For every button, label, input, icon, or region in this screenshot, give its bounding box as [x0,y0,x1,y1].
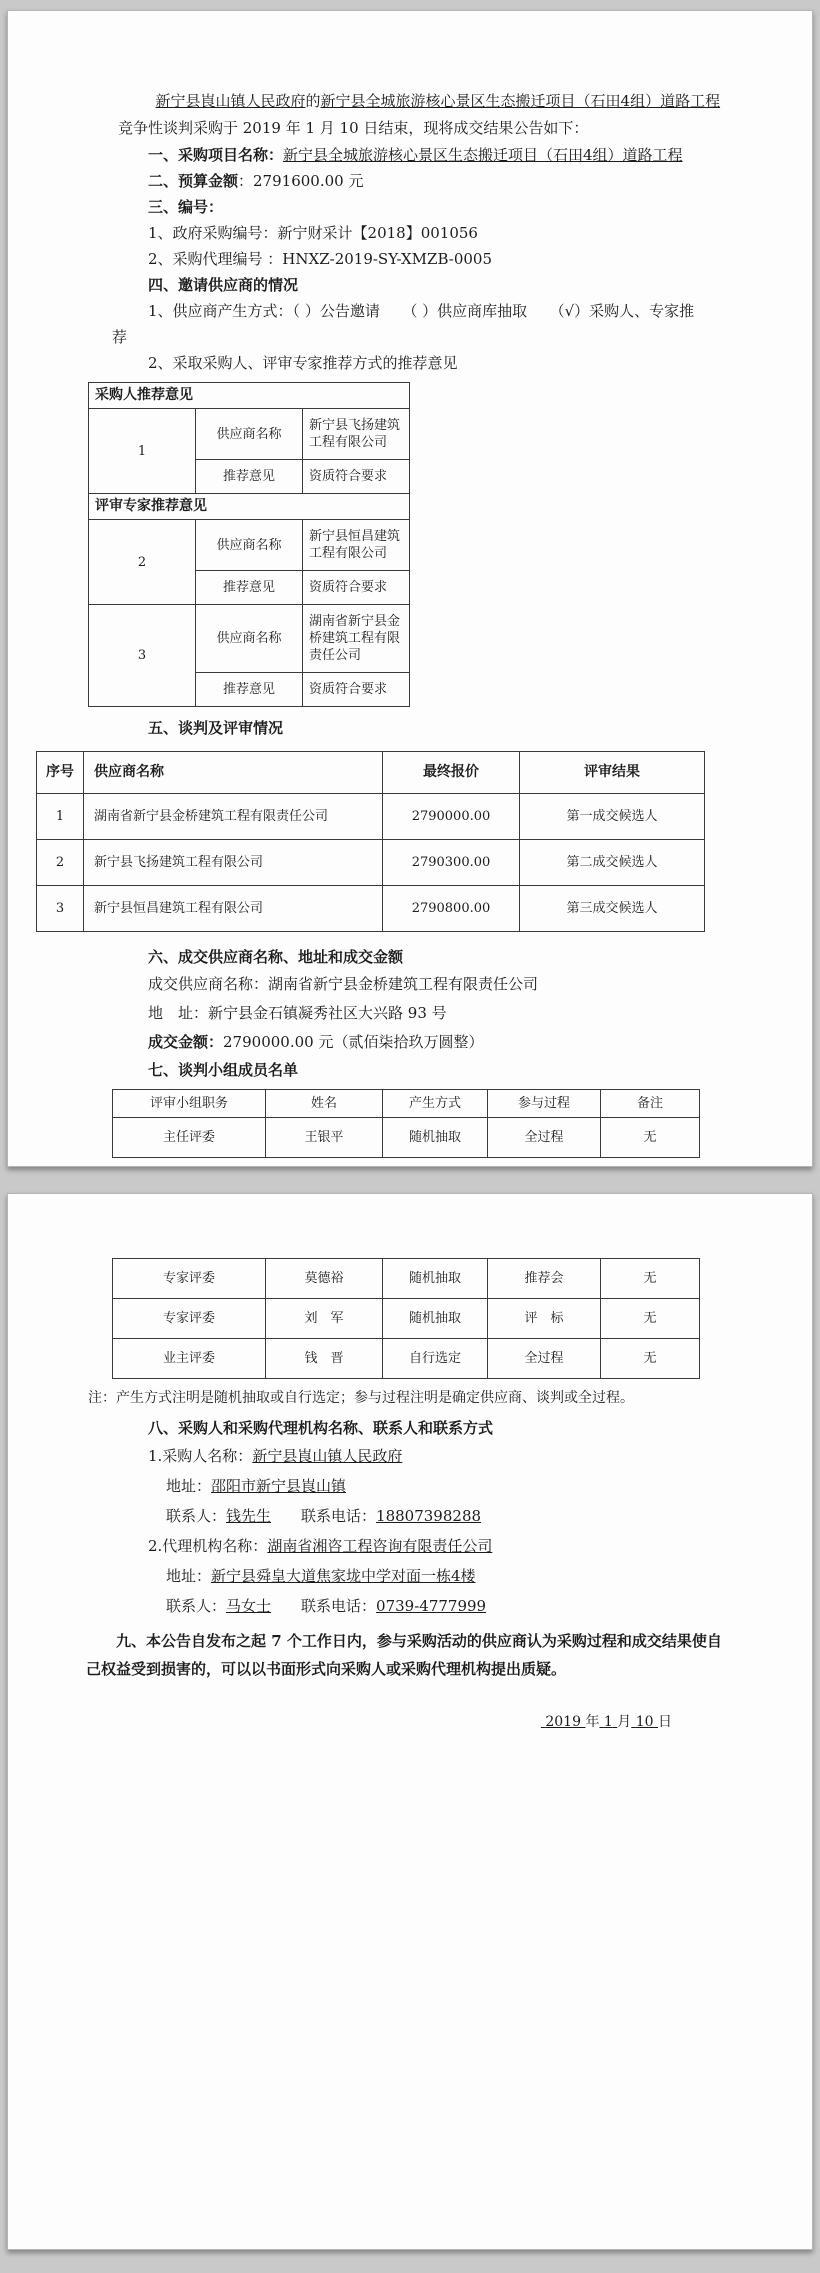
table-row [37,794,705,840]
table-row [89,409,410,460]
table-row [113,1299,700,1339]
item7-heading: 七、谈判小组成员名单 [148,1061,299,1079]
item9-paragraph: 九、本公告自发布之起 7 个工作日内，参与采购活动的供应商认为采购过程和成交结果使自己权益受到损害的，可以以书面形式向采购人或采购代理机构提出质疑。 [86,1632,722,1678]
note-paragraph: 注：产生方式注明是随机抽取或自行选定；参与过程注明是确定供应商、谈判或全过程。 [88,1390,634,1406]
col-header-result: 评审结果 [520,752,705,794]
col-header-role: 评审小组职务 [113,1090,266,1118]
agent-addr-label: 地址： [166,1567,212,1585]
table-header-row [113,1090,700,1118]
agent-value: 湖南省湘咨工程咨询有限责任公司 [267,1537,493,1555]
buyer-address-line [118,1471,732,1501]
role-cell: 业主评委 [113,1339,266,1379]
deal-amount-label: 成交金额： [148,1033,224,1051]
remark-cell: 无 [601,1259,700,1299]
role-cell: 主任评委 [113,1118,266,1158]
table-header-row [37,752,705,794]
item2-value: ：2791600.00 元 [238,172,364,190]
buyer-recommend-band: 采购人推荐意见 [89,383,410,409]
buyer-contact-label: 联系人： [166,1507,227,1525]
item3-gov-number: 1、政府采购编号：新宁财采计【2018】001056 [148,224,478,242]
project-name-underlined: 新宁县全城旅游核心景区生态搬迁项目（石田4组）道路工程 [320,92,721,110]
date-month: 1 [603,1714,613,1730]
recommendation-table [88,382,410,707]
method-cell: 随机抽取 [383,1259,488,1299]
buyer-addr-label: 地址： [166,1477,212,1495]
date-month-suffix: 月 [617,1714,632,1730]
supplier-name-value: 湖南省新宁县金桥建筑工程有限责任公司 [303,605,410,673]
role-cell: 专家评委 [113,1299,266,1339]
remark-cell: 无 [601,1299,700,1339]
item1-label: 一、采购项目名称： [148,146,284,164]
seq-cell: 1 [37,794,84,840]
item4-supplier-method: 1、供应商产生方式：（ ）公告邀请 （ ）供应商库抽取 （√）采购人、专家推 [148,302,695,320]
table-row [37,886,705,932]
col-header-method: 产生方式 [383,1090,488,1118]
item4-recommend-opinion: 2、采取采购人、评审专家推荐方式的推荐意见 [148,354,458,372]
name-cell: 钱 晋 [266,1339,383,1379]
winner-name-line: 成交供应商名称：湖南省新宁县金桥建筑工程有限责任公司 [148,975,539,993]
table-row [113,1118,700,1158]
item3-heading: 三、编号： [148,198,224,216]
supplier-name-label: 供应商名称 [196,605,303,673]
remark-cell: 无 [601,1339,700,1379]
supplier-name-label: 供应商名称 [196,409,303,460]
col-header-price: 最终报价 [383,752,520,794]
item1-value: 新宁县全城旅游核心景区生态搬迁项目（石田4组）道路工程 [283,146,683,164]
agent-phone-label: 联系电话： [301,1597,377,1615]
supplier-name-label: 供应商名称 [196,520,303,571]
agent-name-line [118,1531,732,1561]
table-row [89,383,410,409]
item1-project-name [118,142,732,168]
buyer-addr-value: 邵阳市新宁县崀山镇 [211,1477,347,1495]
date-day: 10 [635,1714,654,1730]
date-year: 2019 [545,1714,581,1730]
item8-heading: 八、采购人和采购代理机构名称、联系人和联系方式 [148,1419,494,1437]
table-row [113,1259,700,1299]
buyer-phone-label: 联系电话： [301,1507,377,1525]
price-cell: 2790800.00 [383,886,520,932]
remark-cell: 无 [601,1118,700,1158]
expert-recommend-band: 评审专家推荐意见 [89,494,410,520]
name-cell: 莫德裕 [266,1259,383,1299]
panel-table-page1 [112,1089,700,1158]
name-cell: 王银平 [266,1118,383,1158]
buyer-contact-value: 钱先生 [226,1507,272,1525]
rec-no-cell: 3 [89,605,196,707]
intro-connector: 的 [305,92,321,110]
agent-contact-value: 马女士 [226,1597,272,1615]
item4-wrap-char: 荐 [112,328,128,346]
buyer-contact-line [118,1501,732,1531]
result-cell: 第二成交候选人 [520,840,705,886]
role-cell: 专家评委 [113,1259,266,1299]
method-cell: 自行选定 [383,1339,488,1379]
buyer-label: 1.采购人名称： [148,1447,253,1465]
date-day-suffix: 日 [658,1714,672,1730]
agent-address-line [118,1561,732,1591]
date-year-suffix: 年 [585,1714,600,1730]
buyer-phone-value: 18807398288 [376,1507,482,1525]
process-cell: 全过程 [488,1339,601,1379]
method-cell: 随机抽取 [383,1299,488,1339]
agent-contact-line [118,1591,732,1621]
announcement-date [8,1711,812,1731]
col-header-seq: 序号 [37,752,84,794]
item3-agency-number: 2、采购代理编号 ：HNXZ-2019-SY-XMZB-0005 [148,250,492,268]
col-header-process: 参与过程 [488,1090,601,1118]
rec-no-cell: 1 [89,409,196,494]
document-page-2 [7,1193,813,2250]
opinion-label: 推荐意见 [196,673,303,707]
method-cell: 随机抽取 [383,1118,488,1158]
result-cell: 第一成交候选人 [520,794,705,840]
item2-label: 二、预算金额 [148,172,239,190]
price-cell: 2790300.00 [383,840,520,886]
opinion-label: 推荐意见 [196,571,303,605]
seq-cell: 2 [37,840,84,886]
agent-phone-value: 0739-4777999 [376,1597,487,1615]
table-row [89,520,410,571]
buyer-name-line [118,1441,732,1471]
process-cell: 评 标 [488,1299,601,1339]
item6-heading: 六、成交供应商名称、地址和成交金额 [148,948,404,966]
supplier-cell: 新宁县飞扬建筑工程有限公司 [84,840,383,886]
opinion-value: 资质符合要求 [303,673,410,707]
name-cell: 刘 军 [266,1299,383,1339]
rec-no-cell: 2 [89,520,196,605]
table-row [89,605,410,673]
panel-table-page2 [112,1258,700,1379]
supplier-cell: 湖南省新宁县金桥建筑工程有限责任公司 [84,794,383,840]
process-cell: 推荐会 [488,1259,601,1299]
table-row [37,840,705,886]
seq-cell: 3 [37,886,84,932]
document-page-1 [7,10,813,1167]
deal-amount-value: 2790000.00 元（贰佰柒拾玖万圆整） [223,1033,484,1051]
page2-content [8,1194,812,1731]
supplier-name-value: 新宁县飞扬建筑工程有限公司 [303,409,410,460]
winner-address-line: 地 址：新宁县金石镇凝秀社区大兴路 93 号 [148,1004,447,1022]
table-row [113,1339,700,1379]
item2-budget [118,168,732,194]
item4-heading: 四、邀请供应商的情况 [148,276,299,294]
col-header-name: 姓名 [266,1090,383,1118]
price-cell: 2790000.00 [383,794,520,840]
col-header-remark: 备注 [601,1090,700,1118]
opinion-label: 推荐意见 [196,460,303,494]
evaluation-table [36,751,705,932]
buyer-name-underlined: 新宁县崀山镇人民政府 [155,92,306,110]
deal-amount-line [118,1028,732,1057]
intro-rest: 竞争性谈判采购于 2019 年 1 月 10 日结束，现将成交结果公告如下： [118,119,589,137]
process-cell: 全过程 [488,1118,601,1158]
col-header-supplier: 供应商名称 [84,752,383,794]
supplier-name-value: 新宁县恒昌建筑工程有限公司 [303,520,410,571]
table-row [89,494,410,520]
agent-addr-value: 新宁县舜皇大道焦家垅中学对面一栋4楼 [211,1567,476,1585]
page1-content [8,88,812,1158]
opinion-value: 资质符合要求 [303,571,410,605]
supplier-cell: 新宁县恒昌建筑工程有限公司 [84,886,383,932]
buyer-value: 新宁县崀山镇人民政府 [252,1447,403,1465]
result-cell: 第三成交候选人 [520,886,705,932]
agent-contact-label: 联系人： [166,1597,227,1615]
intro-paragraph [118,88,727,142]
item5-heading: 五、谈判及评审情况 [148,719,284,737]
agent-label: 2.代理机构名称： [148,1537,268,1555]
opinion-value: 资质符合要求 [303,460,410,494]
